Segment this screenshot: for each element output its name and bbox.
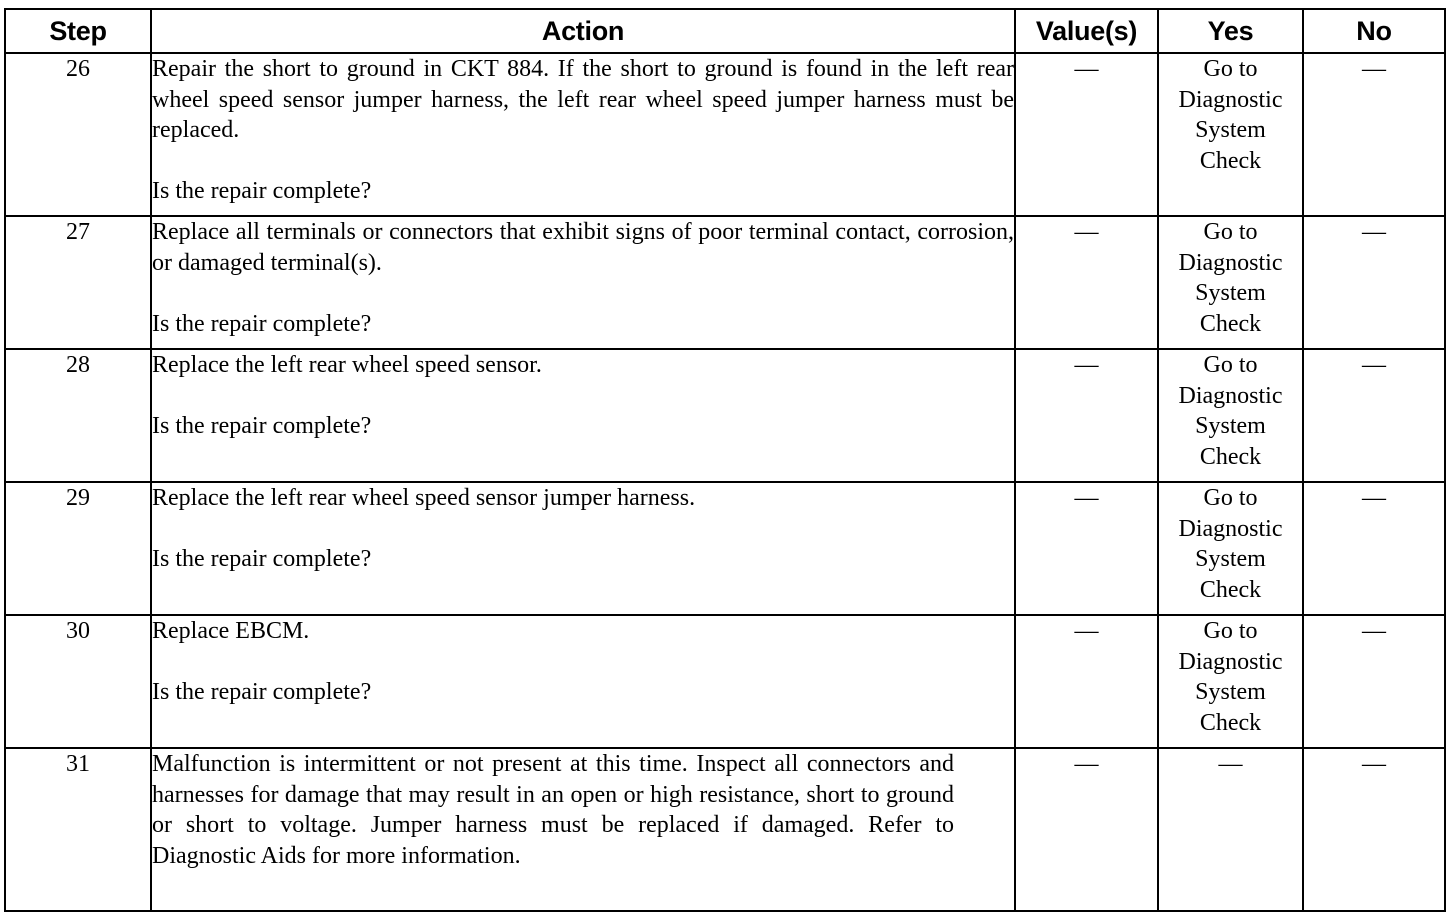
header-yes: Yes xyxy=(1158,9,1303,53)
no-cell: — xyxy=(1303,615,1445,748)
yes-text-line: Diagnostic xyxy=(1178,382,1283,409)
yes-text-line: Diagnostic xyxy=(1178,648,1283,675)
yes-text-line: Go to xyxy=(1203,352,1258,378)
step-number: 28 xyxy=(5,349,151,482)
action-question: Is the repair complete? xyxy=(152,413,372,439)
header-no: No xyxy=(1303,9,1445,53)
yes-text-line: Check xyxy=(1199,576,1262,603)
no-cell: — xyxy=(1303,53,1445,216)
action-cell xyxy=(151,482,1015,615)
diagnostic-table-page xyxy=(4,8,1444,912)
yes-text-line: Go to xyxy=(1203,219,1258,245)
table-row xyxy=(5,53,1445,216)
yes-cell xyxy=(1158,216,1303,349)
action-text: Replace the left rear wheel speed sensor jumper harness. xyxy=(152,485,696,511)
header-values: Value(s) xyxy=(1015,9,1158,53)
action-question: Is the repair complete? xyxy=(152,679,372,705)
yes-text-line: Diagnostic xyxy=(1178,249,1283,276)
no-cell: — xyxy=(1303,482,1445,615)
action-text: Malfunction is intermittent or not present at this time. Inspect all connectors and harnesses for damage that may result in an open or high resistance, short to ground or short to voltage. Jumper harness must be replaced if damaged. Refer to Diagnostic Aids for more information. xyxy=(152,751,954,869)
action-cell xyxy=(151,748,1015,911)
values-cell: — xyxy=(1015,53,1158,216)
action-cell xyxy=(151,349,1015,482)
yes-cell xyxy=(1158,615,1303,748)
yes-text-line: System xyxy=(1195,546,1266,572)
yes-text-line: System xyxy=(1195,280,1266,306)
yes-text-line: Go to xyxy=(1203,485,1258,511)
yes-cell xyxy=(1158,53,1303,216)
yes-text-line: Go to xyxy=(1203,618,1258,644)
no-cell: — xyxy=(1303,748,1445,911)
step-number: 29 xyxy=(5,482,151,615)
action-text: Replace EBCM. xyxy=(152,618,310,644)
header-row xyxy=(5,9,1445,53)
table-row xyxy=(5,748,1445,911)
action-text: Replace all terminals or connectors that exhibit signs of poor terminal contact, corrosion, or damaged terminal(s). xyxy=(152,219,1014,276)
yes-text-line: System xyxy=(1195,679,1266,705)
action-cell xyxy=(151,216,1015,349)
step-number: 27 xyxy=(5,216,151,349)
action-question: Is the repair complete? xyxy=(152,310,372,337)
yes-cell xyxy=(1158,482,1303,615)
diagnostic-table xyxy=(4,8,1446,912)
yes-cell xyxy=(1158,349,1303,482)
yes-text-line: Diagnostic xyxy=(1178,515,1283,542)
action-text: Repair the short to ground in CKT 884. If the short to ground is found in the left rear wheel speed sensor jumper harness, the left rear wheel speed jumper harness must be replaced. xyxy=(152,56,1014,143)
values-cell: — xyxy=(1015,349,1158,482)
header-step: Step xyxy=(5,9,151,53)
yes-text-line: Check xyxy=(1199,310,1262,337)
table-row xyxy=(5,349,1445,482)
step-number: 30 xyxy=(5,615,151,748)
values-cell: — xyxy=(1015,615,1158,748)
action-cell xyxy=(151,615,1015,748)
values-cell: — xyxy=(1015,748,1158,911)
no-cell: — xyxy=(1303,216,1445,349)
action-question: Is the repair complete? xyxy=(152,546,372,572)
no-cell: — xyxy=(1303,349,1445,482)
action-cell xyxy=(151,53,1015,216)
yes-text-line: Diagnostic xyxy=(1178,86,1283,113)
values-cell: — xyxy=(1015,482,1158,615)
values-cell: — xyxy=(1015,216,1158,349)
yes-text-line: Check xyxy=(1199,709,1262,736)
table-row xyxy=(5,615,1445,748)
header-action: Action xyxy=(151,9,1015,53)
table-row xyxy=(5,216,1445,349)
yes-text-line: Go to xyxy=(1203,56,1258,82)
yes-text-line: Check xyxy=(1199,443,1262,470)
yes-cell: — xyxy=(1158,748,1303,911)
step-number: 26 xyxy=(5,53,151,216)
step-number: 31 xyxy=(5,748,151,911)
yes-text-line: System xyxy=(1195,117,1266,143)
action-text: Replace the left rear wheel speed sensor. xyxy=(152,352,542,378)
table-row xyxy=(5,482,1445,615)
yes-text-line: Check xyxy=(1199,147,1262,174)
action-question: Is the repair complete? xyxy=(152,178,372,204)
yes-text-line: System xyxy=(1195,413,1266,439)
